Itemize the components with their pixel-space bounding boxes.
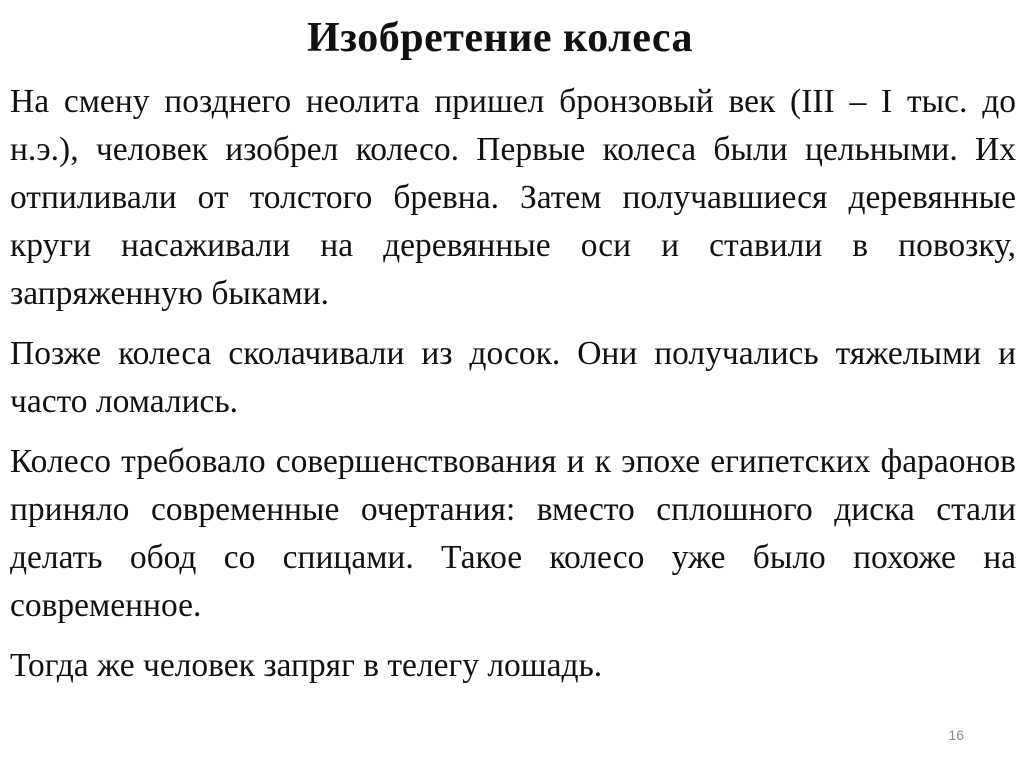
- paragraph-4: Тогда же человек запряг в телегу лошадь.: [10, 647, 603, 684]
- slide-body: [10, 78, 1016, 702]
- slide-title: Изобретение колеса: [306, 15, 694, 61]
- paragraph-3: Колесо требовало совершенствования и к эпохе египетских фараонов приняло современные очертания: вместо сплошного диска стали делать обод со спицами. Такое колесо уже было похоже на современное.: [10, 443, 1016, 624]
- paragraph-2: Позже колеса сколачивали из досок. Они получались тяжелыми и часто ломались.: [10, 335, 1016, 420]
- page-number: 16: [948, 727, 964, 743]
- paragraph-1: На смену позднего неолита пришел бронзовый век (III – I тыс. до н.э.), человек изобрел колесо. Первые колеса были цельными. Их отпиливали от толстого бревна. Затем получавшиеся деревянные круги насаживали на деревянные оси и ставили в повозку, запряженную быками.: [10, 83, 1016, 312]
